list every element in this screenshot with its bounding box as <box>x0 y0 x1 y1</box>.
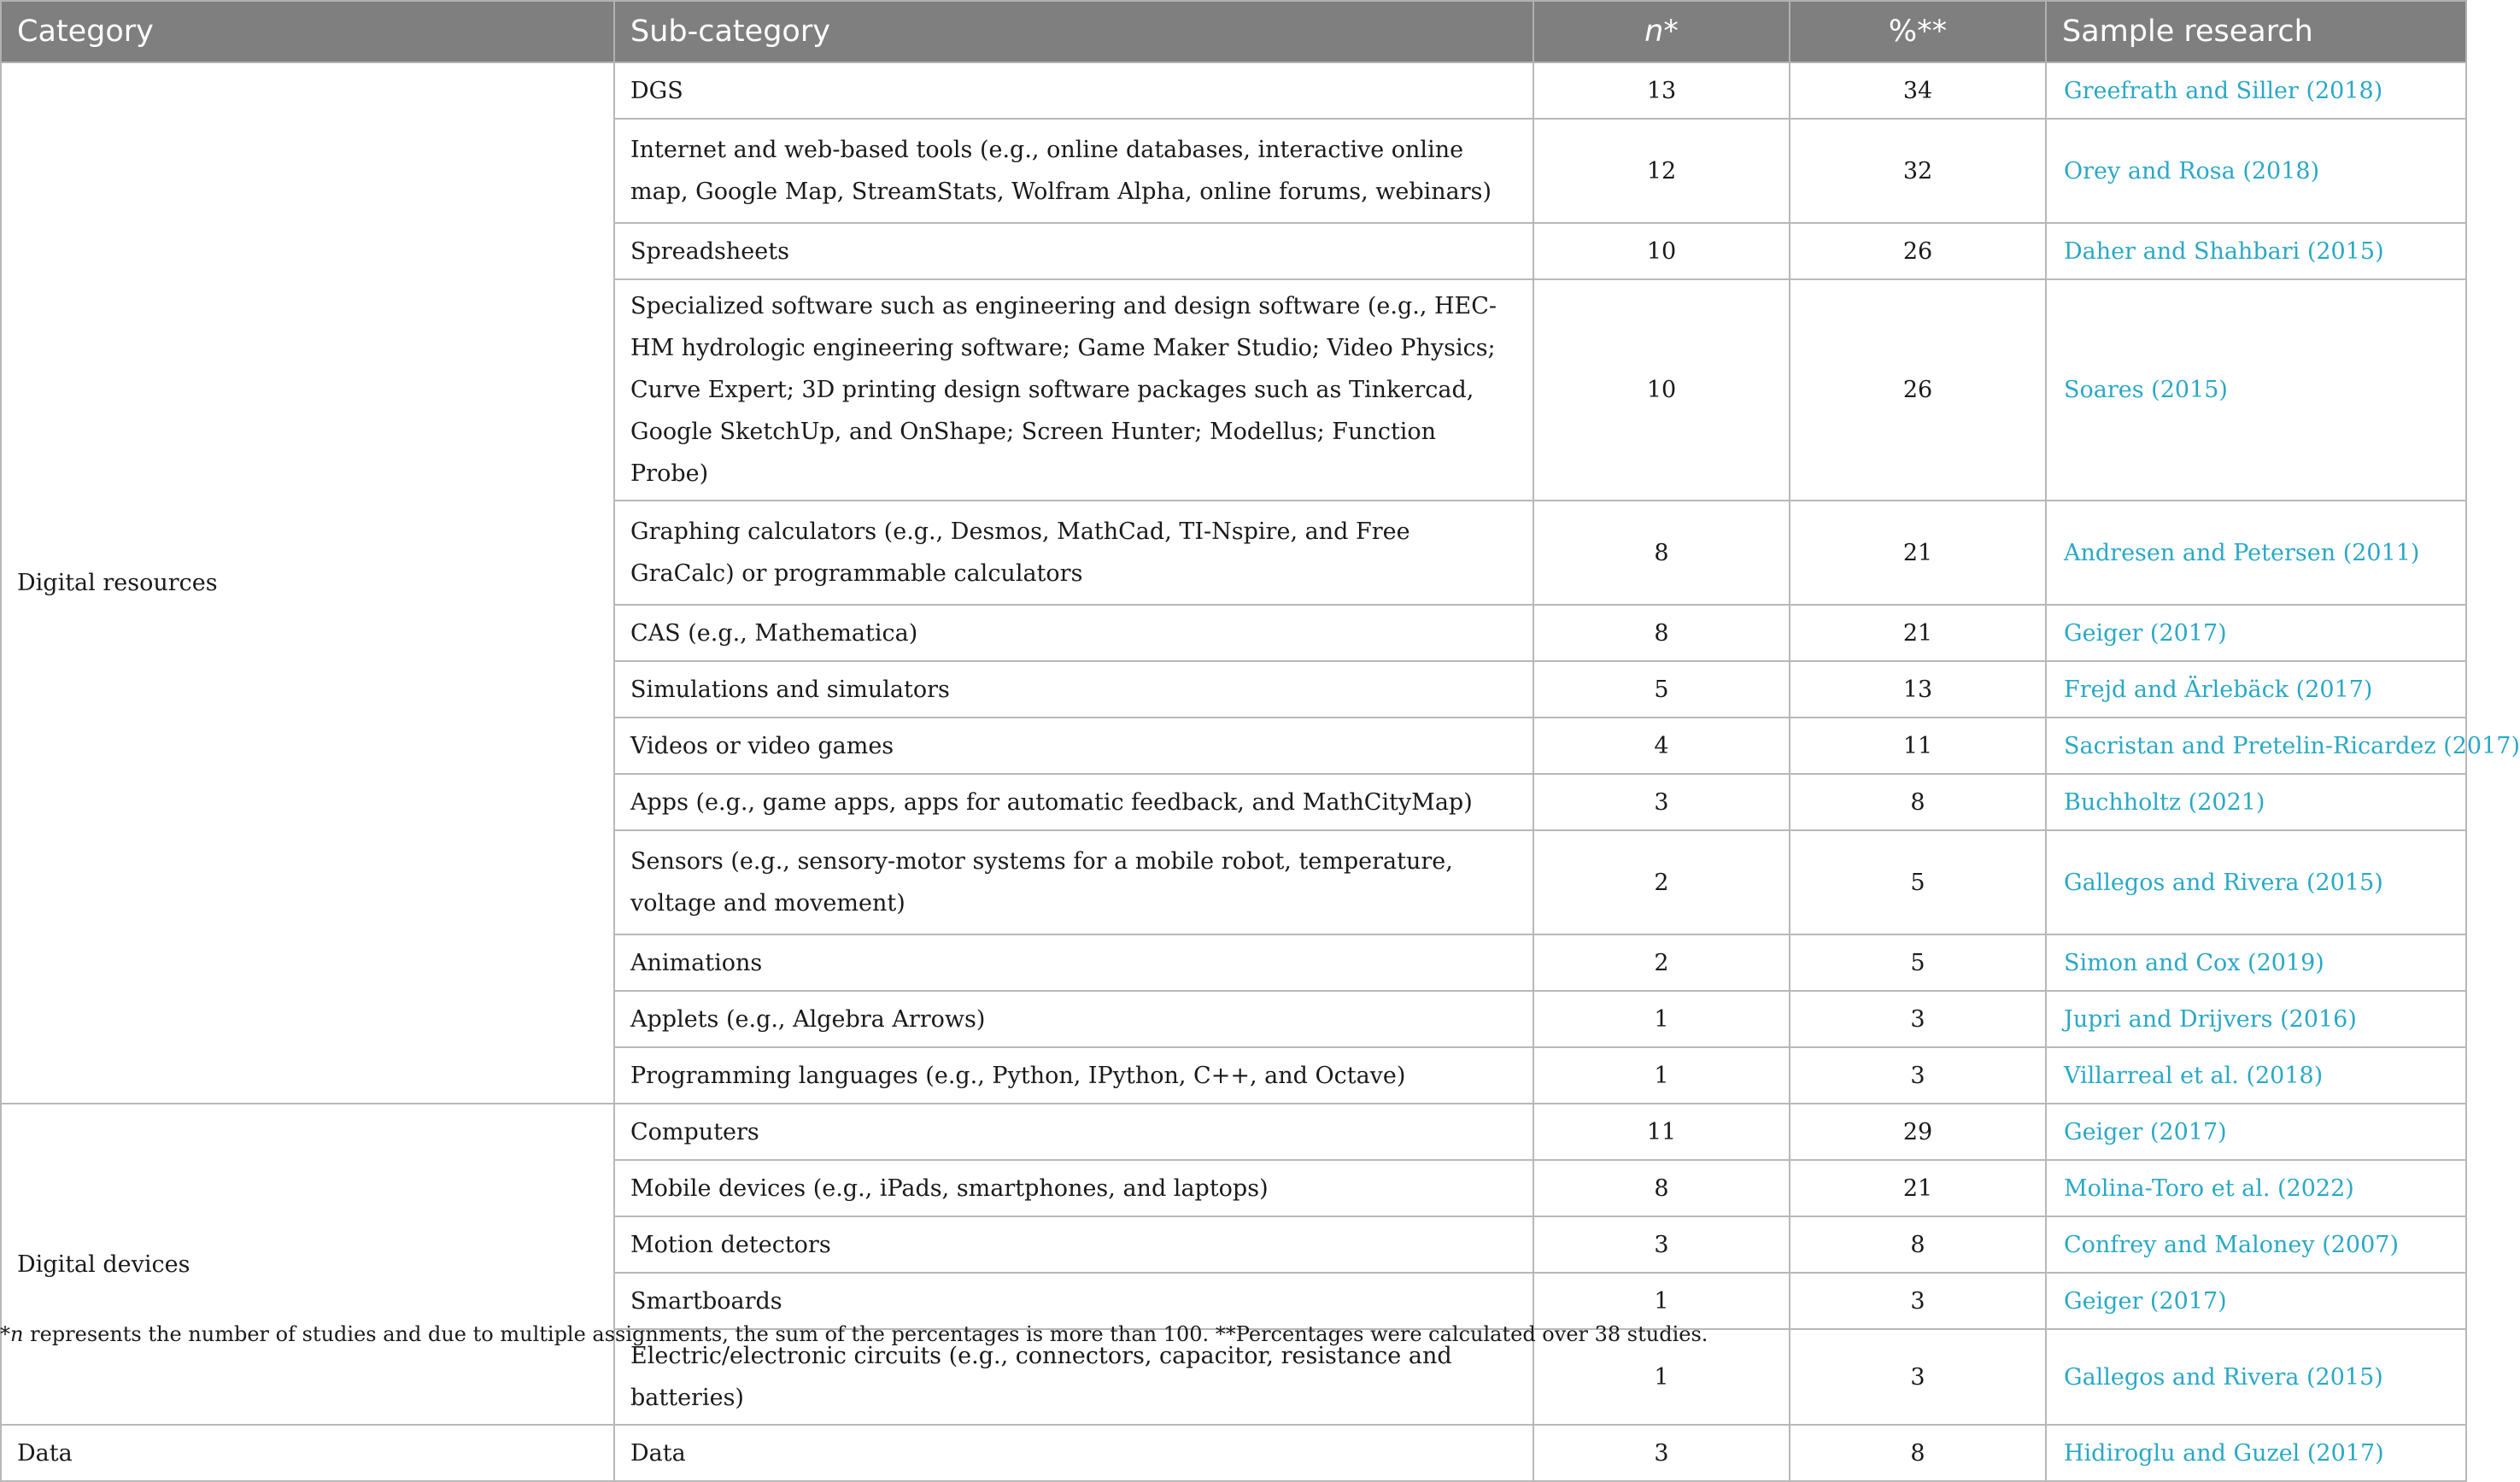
percent-cell: 21 <box>1790 501 2046 605</box>
percent-cell: 8 <box>1790 774 2046 830</box>
percent-cell: 26 <box>1790 223 2046 279</box>
n-cell: 1 <box>1533 1329 1790 1425</box>
sample-research-link[interactable]: Geiger (2017) <box>2046 1104 2466 1160</box>
header-row <box>1 1 2466 62</box>
subcategory-cell: Electric/electronic circuits (e.g., connectors, capacitor, resistance and batteries) <box>614 1329 1533 1425</box>
header-subcategory: Sub-category <box>614 1 1533 62</box>
subcategory-cell: DGS <box>614 62 1533 119</box>
n-cell: 5 <box>1533 661 1790 718</box>
n-cell: 10 <box>1533 279 1790 501</box>
percent-cell: 34 <box>1790 62 2046 119</box>
sample-research-link[interactable]: Daher and Shahbari (2015) <box>2046 223 2466 279</box>
sample-research-link[interactable]: Frejd and Ärlebäck (2017) <box>2046 661 2466 718</box>
category-cell: Data <box>1 1425 614 1481</box>
subcategory-cell: Motion detectors <box>614 1216 1533 1273</box>
percent-cell: 13 <box>1790 661 2046 718</box>
sample-research-link[interactable]: Gallegos and Rivera (2015) <box>2046 1329 2466 1425</box>
percent-cell: 29 <box>1790 1104 2046 1160</box>
header-n <box>1533 1 1790 62</box>
n-cell: 3 <box>1533 1216 1790 1273</box>
n-cell: 2 <box>1533 830 1790 934</box>
sample-research-link[interactable]: Orey and Rosa (2018) <box>2046 119 2466 223</box>
header-n-letter: n <box>1644 15 1664 49</box>
subcategory-cell: Smartboards <box>614 1273 1533 1329</box>
subcategory-cell: Sensors (e.g., sensory-motor systems for a mobile robot, temperature, voltage and movement) <box>614 830 1533 934</box>
percent-cell: 26 <box>1790 279 2046 501</box>
subcategory-cell: Simulations and simulators <box>614 661 1533 718</box>
percent-cell: 3 <box>1790 1047 2046 1104</box>
percent-cell: 11 <box>1790 718 2046 774</box>
n-cell: 4 <box>1533 718 1790 774</box>
percent-cell: 3 <box>1790 1273 2046 1329</box>
header-percent: %** <box>1790 1 2046 62</box>
n-cell: 3 <box>1533 774 1790 830</box>
category-cell: Digital devices <box>1 1104 614 1425</box>
n-cell: 8 <box>1533 605 1790 661</box>
subcategory-cell: Mobile devices (e.g., iPads, smartphones, and laptops) <box>614 1160 1533 1216</box>
subcategory-cell: Internet and web-based tools (e.g., online databases, interactive online map, Google Map, StreamStats, Wolfram Alpha, online forums, webinars) <box>614 119 1533 223</box>
percent-cell: 3 <box>1790 991 2046 1047</box>
n-cell: 3 <box>1533 1425 1790 1481</box>
sample-research-link[interactable]: Soares (2015) <box>2046 279 2466 501</box>
footnote-n: n <box>10 1322 24 1346</box>
sample-research-link[interactable]: Gallegos and Rivera (2015) <box>2046 830 2466 934</box>
percent-cell: 3 <box>1790 1329 2046 1425</box>
subcategory-cell: Apps (e.g., game apps, apps for automatic feedback, and MathCityMap) <box>614 774 1533 830</box>
table-row <box>1 1425 2466 1481</box>
sample-research-link[interactable]: Confrey and Maloney (2007) <box>2046 1216 2466 1273</box>
n-cell: 1 <box>1533 1047 1790 1104</box>
header-n-marker: * <box>1663 15 1679 49</box>
sample-research-link[interactable]: Greefrath and Siller (2018) <box>2046 62 2466 119</box>
category-cell: Digital resources <box>1 62 614 1104</box>
percent-cell: 5 <box>1790 830 2046 934</box>
n-cell: 12 <box>1533 119 1790 223</box>
n-cell: 8 <box>1533 501 1790 605</box>
n-cell: 1 <box>1533 991 1790 1047</box>
subcategory-cell: Applets (e.g., Algebra Arrows) <box>614 991 1533 1047</box>
subcategory-cell: Computers <box>614 1104 1533 1160</box>
subcategory-cell: Spreadsheets <box>614 223 1533 279</box>
subcategory-cell: Programming languages (e.g., Python, IPython, C++, and Octave) <box>614 1047 1533 1104</box>
table-footnote <box>0 1322 1708 1346</box>
subcategory-cell: CAS (e.g., Mathematica) <box>614 605 1533 661</box>
sample-research-link[interactable]: Andresen and Petersen (2011) <box>2046 501 2466 605</box>
table-row <box>1 1104 2466 1160</box>
percent-cell: 8 <box>1790 1425 2046 1481</box>
percent-cell: 32 <box>1790 119 2046 223</box>
percent-cell: 21 <box>1790 1160 2046 1216</box>
sample-research-link[interactable]: Molina-Toro et al. (2022) <box>2046 1160 2466 1216</box>
percent-cell: 8 <box>1790 1216 2046 1273</box>
sample-research-link[interactable]: Sacristan and Pretelin-Ricardez (2017) <box>2046 718 2466 774</box>
header-sample-research: Sample research <box>2046 1 2466 62</box>
n-cell: 1 <box>1533 1273 1790 1329</box>
n-cell: 13 <box>1533 62 1790 119</box>
sample-research-link[interactable]: Geiger (2017) <box>2046 605 2466 661</box>
footnote-text: represents the number of studies and due to multiple assignments, the sum of the percentages is more than 100. **Percentages were calculated over 38 studies. <box>23 1322 1708 1346</box>
subcategory-cell: Videos or video games <box>614 718 1533 774</box>
sample-research-link[interactable]: Buchholtz (2021) <box>2046 774 2466 830</box>
subcategory-cell: Graphing calculators (e.g., Desmos, MathCad, TI-Nspire, and Free GraCalc) or programmable calculators <box>614 501 1533 605</box>
sample-research-link[interactable]: Jupri and Drijvers (2016) <box>2046 991 2466 1047</box>
sample-research-link[interactable]: Geiger (2017) <box>2046 1273 2466 1329</box>
header-category: Category <box>1 1 614 62</box>
sample-research-link[interactable]: Hidiroglu and Guzel (2017) <box>2046 1425 2466 1481</box>
sample-research-link[interactable]: Villarreal et al. (2018) <box>2046 1047 2466 1104</box>
footnote-marker: * <box>0 1322 10 1346</box>
percent-cell: 21 <box>1790 605 2046 661</box>
table-row <box>1 62 2466 119</box>
table-body <box>1 62 2520 1481</box>
subcategory-cell: Animations <box>614 934 1533 991</box>
n-cell: 11 <box>1533 1104 1790 1160</box>
n-cell: 2 <box>1533 934 1790 991</box>
sample-research-link[interactable]: Simon and Cox (2019) <box>2046 934 2466 991</box>
subcategory-cell: Data <box>614 1425 1533 1481</box>
percent-cell: 5 <box>1790 934 2046 991</box>
n-cell: 8 <box>1533 1160 1790 1216</box>
subcategory-cell: Specialized software such as engineering and design software (e.g., HEC-HM hydrologic engineering software; Game Maker Studio; Video Physics; Curve Expert; 3D printing design software packages such as Tinkercad, Google SketchUp, and OnShape; Screen Hunter; Modellus; Function Probe) <box>614 279 1533 501</box>
n-cell: 10 <box>1533 223 1790 279</box>
